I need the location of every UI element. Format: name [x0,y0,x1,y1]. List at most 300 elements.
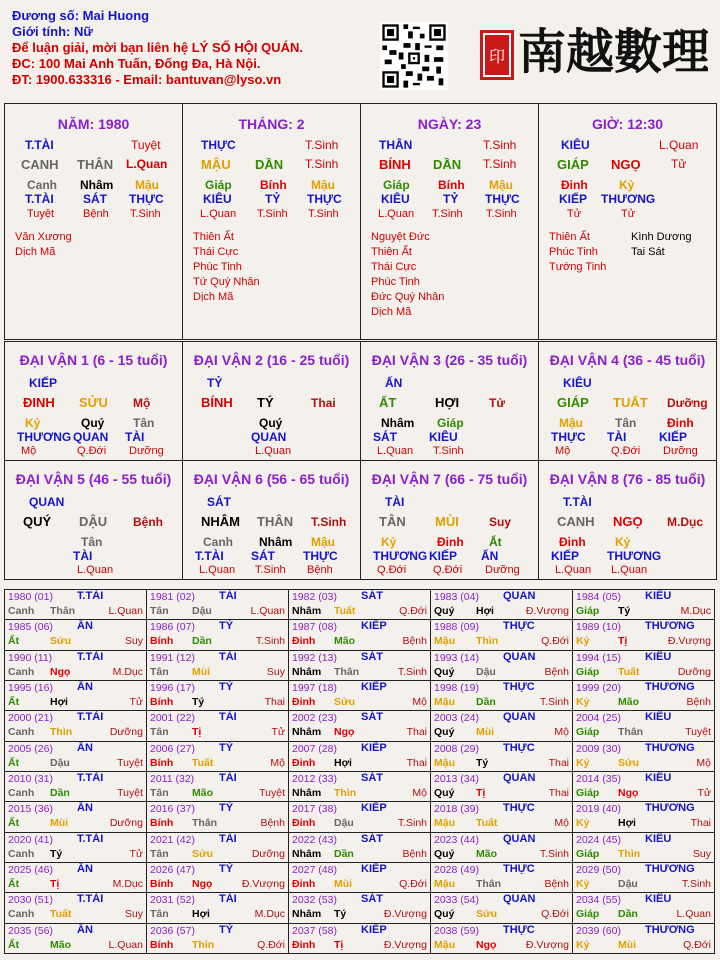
hidden-stem: Kỷ [25,416,41,430]
special-star: Thiên Ất [549,231,590,243]
year-cell [573,650,715,680]
dai-van-3 [361,342,539,461]
year-trang-sinh: Dưỡng [109,726,143,739]
year-chi: Thìn [50,726,73,739]
year-cell [147,802,289,832]
year-can: Canh [8,908,35,921]
year-can: Đinh [292,635,316,648]
hidden-stem: Bính [260,178,287,192]
year-label: 2037 (58) [292,924,337,937]
year-trang-sinh: Tuyệt [117,786,143,799]
year-chi: Hợi [50,695,68,708]
year-star: TỶ [219,862,234,875]
dai-van-star: ẤN [385,376,403,390]
year-label: 2023 (44) [434,833,479,846]
hidden-star: KIÊU [381,192,410,206]
dai-van-can: QUÝ [23,514,52,529]
year-cell [147,680,289,710]
year-chi: Tý [334,908,347,921]
pillar-title: THÁNG: 2 [238,116,305,132]
year-chi: Thìn [192,938,215,951]
year-can: Nhâm [292,786,322,799]
special-star: Dịch Mã [371,306,412,318]
year-chi: Hợi [476,605,494,617]
hidden-stem: Mậu [559,416,583,430]
hidden-trang-sinh: Dưỡng [129,445,164,457]
hidden-trang-sinh: L.Quan [199,564,236,576]
year-trang-sinh: Tử [271,726,285,739]
year-chi: Dần [476,695,496,708]
pillar-star: T.TÀI [25,138,54,152]
year-cell [289,620,431,650]
year-trang-sinh: Bệnh [402,847,427,860]
year-star: T.TÀI [77,650,104,663]
year-label: 1987 (08) [292,621,337,634]
year-label: 1998 (19) [434,681,479,694]
year-chi: Tị [618,635,628,648]
year-chi: Dần [334,847,354,860]
year-star: TÀI [219,893,237,906]
year-label: 2025 (46) [8,863,53,876]
year-chi: Tuất [618,665,640,678]
hidden-star: THƯƠNG [17,430,72,444]
hidden-trang-sinh: Q.Đới [77,445,107,457]
year-can: Quý [434,908,455,921]
year-can: Mậu [434,877,455,890]
year-chi: Mùi [192,665,211,678]
year-trang-sinh: T.Sinh [397,665,427,678]
dai-van-star: TỶ [207,376,223,390]
hidden-trang-sinh: Tử [567,208,582,220]
hidden-star: SÁT [83,192,107,206]
dai-van-trang-sinh: T.Sinh [311,515,347,529]
year-trang-sinh: Q.Đới [399,605,427,617]
dai-van-8 [539,461,717,580]
year-trang-sinh: Mộ [696,756,711,769]
year-chi: Hợi [334,756,352,769]
year-star: THƯƠNG [645,620,695,633]
year-label: 2019 (40) [576,803,621,816]
year-star: TÀI [219,771,237,784]
year-label: 2030 (51) [8,894,53,907]
year-can: Giáp [576,908,600,921]
year-label: 1993 (14) [434,651,479,664]
year-star: ẤN [77,862,93,875]
pillar-chi: DẦN [433,157,462,172]
year-label: 1992 (13) [292,651,337,664]
year-trang-sinh: Đ.Vượng [383,908,427,921]
year-star: KIÊU [645,893,672,906]
year-trang-sinh: Tuyệt [259,786,285,799]
hidden-star: ẤN [481,549,499,563]
year-label: 2020 (41) [8,833,53,846]
year-can: Mậu [434,817,455,830]
special-star: Thái Cực [371,261,417,273]
year-trang-sinh: Đ.Vượng [241,877,285,890]
hidden-star: THƯƠNG [373,549,428,563]
year-can: Tân [150,726,169,739]
year-cell [289,893,431,923]
year-chi: Tý [476,756,489,769]
year-cell [431,741,573,771]
year-chi: Sửu [476,908,498,921]
year-can: Ất [8,635,20,648]
special-star: Dịch Mã [193,291,234,303]
dai-van-can: TÂN [379,514,406,529]
year-cell [573,923,715,953]
hidden-trang-sinh: L.Quan [77,564,114,576]
year-star: KIÊU [645,711,672,724]
dai-van-chi: NGỌ [613,514,643,529]
special-star: Tướng Tinh [549,261,607,273]
year-chi: Thân [618,726,644,739]
special-star: Phúc Tinh [371,276,420,288]
year-star: SÁT [361,711,383,724]
owner-info [12,8,303,88]
year-label: 2027 (48) [292,863,337,876]
year-star: KIÊU [645,650,672,663]
year-trang-sinh: Đ.Vượng [525,938,569,951]
year-label: 2021 (42) [150,833,195,846]
hidden-stem: Mậu [311,178,335,192]
year-can: Nhâm [292,665,322,678]
year-cell [147,862,289,892]
year-chi: Mùi [476,726,495,739]
year-chi: Tị [334,938,344,951]
year-cell [5,650,147,680]
year-label: 2008 (29) [434,742,479,755]
year-star: ẤN [77,620,93,633]
special-star: Phúc Tinh [549,246,598,258]
hidden-trang-sinh: Dưỡng [485,564,520,576]
year-star: T.TÀI [77,771,104,784]
year-can: Canh [8,726,35,739]
hidden-trang-sinh: T.Sinh [130,208,161,220]
year-chi: Tý [618,605,631,617]
year-cell [289,650,431,680]
year-can: Ất [8,817,20,830]
year-can: Bính [150,695,174,708]
year-star: THƯƠNG [645,680,695,693]
pillar-god: Tử [671,157,687,171]
year-can: Quý [434,665,455,678]
year-can: Kỷ [576,938,590,951]
year-star: KIẾP [361,680,387,693]
hidden-stem: Ất [489,535,502,549]
year-trang-sinh: Bệnh [544,665,569,678]
hidden-stem: Giáp [205,178,232,192]
year-trang-sinh: Thai [406,756,427,769]
hidden-star: KIẾP [559,192,588,206]
year-trang-sinh: Tử [129,847,143,860]
dai-van-star: KIÊU [563,376,592,390]
pillar-can: MẬU [201,157,231,172]
year-trang-sinh: M.Dục [112,877,143,890]
year-label: 2009 (30) [576,742,621,755]
year-can: Giáp [576,726,600,739]
year-cell [573,741,715,771]
year-star: SÁT [361,771,383,784]
pillar-chi: DẦN [255,157,284,172]
year-chi: Sửu [618,756,640,769]
hidden-star: KIẾP [429,549,458,563]
contact-line-1: Để luận giải, mời bạn liên hệ LÝ SỐ HỘI QUÁN. [12,40,303,55]
year-chi: Hợi [192,908,210,921]
year-cell [431,590,573,620]
year-trang-sinh: Mộ [270,756,285,769]
hidden-star: TỶ [265,192,281,206]
year-trang-sinh: M.Dục [112,665,143,678]
year-label: 2022 (43) [292,833,337,846]
year-chi: Tuất [192,756,214,769]
year-can: Mậu [434,938,455,951]
year-cell [5,923,147,953]
logo [478,10,708,84]
year-star: THỰC [503,862,535,875]
special-star: Phúc Tinh [193,261,242,273]
year-cell [147,650,289,680]
pillar-year [5,104,183,340]
dai-van-can: ẤT [379,395,397,410]
year-chi: Dậu [50,756,70,769]
year-cell [573,862,715,892]
pillar-chi: NGỌ [611,157,641,172]
special-star: Đức Quý Nhân [371,291,445,303]
year-star: TÀI [219,832,237,845]
year-chi: Tị [192,726,202,739]
year-chi: Tý [50,847,63,860]
year-cell [147,741,289,771]
year-can: Bính [150,877,174,890]
dai-van-title: ĐẠI VẬN 6 (56 - 65 tuổi) [193,471,350,487]
pillar-trang-sinh: T.Sinh [305,138,339,152]
year-star: THƯƠNG [645,802,695,815]
year-label: 2006 (27) [150,742,195,755]
year-chi: Sửu [334,695,356,708]
year-star: QUAN [503,711,536,724]
special-stars-2 [631,230,691,260]
year-chi: Tý [192,695,205,708]
year-star: TỶ [219,741,234,754]
year-trang-sinh: L.Quan [676,908,711,921]
year-can: Canh [8,605,35,617]
pillar-star: THỰC [201,138,236,152]
year-trang-sinh: T.Sinh [539,695,569,708]
pillar-title: NGÀY: 23 [417,116,482,132]
year-label: 2029 (50) [576,863,621,876]
year-trang-sinh: Tuyệt [685,726,711,739]
year-label: 1988 (09) [434,621,479,634]
year-label: 2000 (21) [8,712,53,725]
pillar-god: T.Sinh [305,157,339,171]
dai-van-star: TÀI [385,495,405,509]
dai-van-star: QUAN [29,495,65,509]
year-chi: Thìn [334,786,357,799]
year-can: Kỷ [576,695,590,708]
year-cell [573,620,715,650]
year-star: T.TÀI [77,832,104,845]
dai-van-trang-sinh: Thai [311,396,336,410]
hidden-star: T.TÀI [25,192,54,206]
dai-van-chi: DẬU [79,514,108,529]
year-label: 2031 (52) [150,894,195,907]
year-can: Kỷ [576,635,590,648]
year-star: ẤN [77,680,93,693]
year-cell [573,771,715,801]
year-trang-sinh: T.Sinh [397,817,427,830]
year-cell [431,893,573,923]
svg-text:南越數理: 南越數理 [518,24,708,80]
dai-van-star: T.TÀI [563,495,592,509]
year-trang-sinh: Bệnh [260,817,285,830]
year-star: SÁT [361,893,383,906]
hidden-stem: Quý [81,416,105,430]
pillar-month [183,104,361,340]
dai-van-title: ĐẠI VẬN 1 (6 - 15 tuổi) [19,352,168,368]
year-star: KIẾP [361,862,387,875]
hidden-star: T.TÀI [195,549,224,563]
year-label: 1990 (11) [8,651,53,664]
dai-van-title: ĐẠI VẬN 4 (36 - 45 tuổi) [549,352,706,368]
year-cell [289,802,431,832]
year-label: 2036 (57) [150,924,195,937]
year-can: Mậu [434,695,455,708]
year-star: T.TÀI [77,711,104,724]
year-can: Quý [434,605,455,617]
hidden-trang-sinh: Mộ [21,445,37,457]
year-cell [289,862,431,892]
pillar-star: KIÊU [561,138,590,152]
dai-van-table [4,341,717,580]
year-star: THƯƠNG [645,862,695,875]
pillar-trang-sinh: Tuyệt [131,138,161,152]
year-label: 2003 (24) [434,712,479,725]
year-chi: Mão [618,695,639,708]
year-star: T.TÀI [77,590,104,602]
dai-van-can: ĐINH [23,395,55,410]
hidden-stem: Mậu [311,535,335,549]
pillar-title: NĂM: 1980 [57,116,130,132]
year-star: KIÊU [645,590,672,602]
year-label: 2015 (36) [8,803,53,816]
year-label: 2028 (49) [434,863,479,876]
hidden-star: TÀI [125,430,145,444]
dai-van-trang-sinh: Bệnh [133,515,163,529]
year-cell [431,862,573,892]
hidden-stem: Tân [133,416,155,430]
year-label: 2034 (55) [576,894,621,907]
year-chi: Dần [50,786,70,799]
hidden-star: THỰC [303,549,338,563]
year-cell [431,923,573,953]
hidden-stem: Giáp [383,178,410,192]
dai-van-can: BÍNH [201,395,233,410]
hidden-star: QUAN [73,430,109,444]
pillar-trang-sinh: T.Sinh [483,138,517,152]
pillar-hour [539,104,717,340]
year-chi: Thân [476,877,502,890]
year-chi: Ngọ [618,786,639,799]
year-star: TỶ [219,620,234,633]
year-can: Đinh [292,877,316,890]
year-trang-sinh: Suy [124,908,143,921]
year-star: QUAN [503,590,536,602]
year-chi: Tuất [334,605,356,617]
year-can: Nhâm [292,726,322,739]
dai-van-chi: THÂN [257,514,294,529]
year-can: Quý [434,786,455,799]
year-trang-sinh: Thai [264,695,285,708]
contact-line-2: ĐC: 100 Mai Anh Tuấn, Đống Đa, Hà Nội. [12,56,261,71]
year-cell [147,832,289,862]
year-can: Canh [8,847,35,860]
year-trang-sinh: Đ.Vượng [525,605,569,617]
year-chi: Dậu [192,605,212,617]
dai-van-trang-sinh: Tử [489,396,506,410]
year-cell [431,650,573,680]
year-label: 1997 (18) [292,681,337,694]
dai-van-1 [5,342,183,461]
year-label: 2013 (34) [434,772,479,785]
year-chi: Mão [334,635,355,648]
hidden-stem: Nhâm [381,416,415,430]
year-cell [5,711,147,741]
year-chi: Dậu [618,877,638,890]
year-label: 1981 (02) [150,591,195,603]
year-chi: Thân [50,605,76,617]
year-chi: Ngọ [334,726,355,739]
year-chi: Dần [192,635,212,648]
hidden-stem: Mậu [135,178,159,192]
year-cell [431,620,573,650]
hidden-star: KIẾP [551,549,580,563]
year-chi: Thìn [476,635,499,648]
dai-van-trang-sinh: M.Dục [667,515,703,529]
year-trang-sinh: Bệnh [544,877,569,890]
year-trang-sinh: L.Quan [250,605,285,617]
year-label: 2039 (60) [576,924,621,937]
dai-van-chi: MÙI [435,514,459,529]
year-star: TÀI [219,590,237,602]
dai-van-title: ĐẠI VẬN 8 (76 - 85 tuổi) [549,471,706,487]
year-can: Bính [150,817,174,830]
year-star: THỰC [503,802,535,815]
hidden-trang-sinh: Q.Đới [611,445,641,457]
year-chi: Tuất [476,817,498,830]
pillar-title: GIỜ: 12:30 [591,116,664,132]
hidden-stem: Kỷ [615,535,631,549]
hidden-stem: Đinh [667,416,694,430]
hidden-stem: Quý [259,416,283,430]
year-label: 1985 (06) [8,621,53,634]
dai-van-chi: HỢI [435,395,460,410]
year-star: THƯƠNG [645,923,695,936]
pillar-can: BÍNH [379,157,411,172]
year-chi: Mão [192,786,213,799]
hidden-trang-sinh: T.Sinh [433,445,464,457]
year-can: Đinh [292,938,316,951]
year-label: 1999 (20) [576,681,621,694]
year-label: 1983 (04) [434,591,479,603]
hidden-trang-sinh: T.Sinh [255,564,286,576]
hidden-trang-sinh: Bệnh [83,208,109,220]
year-can: Kỷ [576,756,590,769]
year-trang-sinh: L.Quan [108,938,143,951]
year-cell [573,590,715,620]
year-trang-sinh: Suy [124,635,143,648]
year-chi: Ngọ [50,665,71,678]
special-star: Thiên Ất [371,246,412,258]
